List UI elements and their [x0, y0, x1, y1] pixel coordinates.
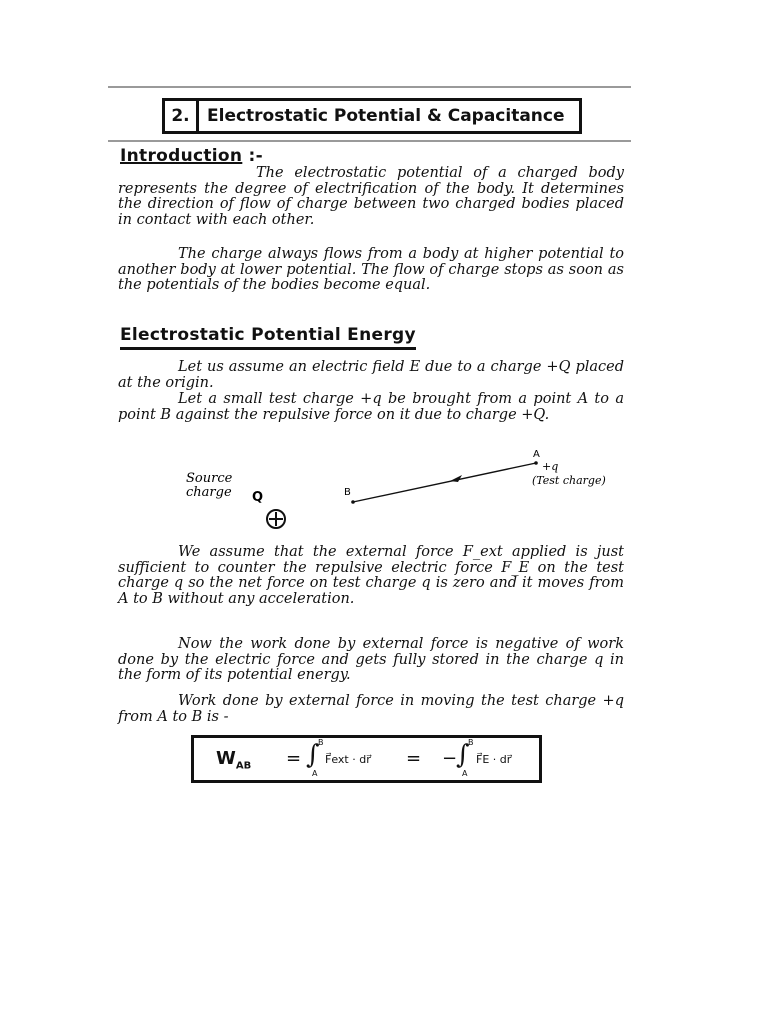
pe-paragraph-3	[118, 545, 624, 607]
introduction-paragraph-1	[118, 166, 624, 228]
source-label-2: charge	[186, 485, 232, 500]
chapter-title: Electrostatic Potential & Capacitance	[207, 106, 565, 126]
charge-diagram	[170, 444, 630, 540]
pe-p3-text: We assume that the external force F_ext applied is just sufficient to counter the repulsive electric force F_E on the test charge q so the net force on test charge q is zero and it moves from A to B without any acceleration.	[118, 544, 624, 607]
pe-p2-text: Let a small test charge +q be brought from a point A to a point B against the repulsive force on it due to charge +Q.	[118, 391, 624, 423]
pe-p5-text: Work done by external force in moving the test charge +q from A to B is -	[118, 693, 624, 725]
equation-lhs	[216, 748, 251, 772]
point-a-label: A	[533, 449, 540, 460]
source-label-1: Source	[186, 471, 233, 486]
point-b-label: B	[344, 487, 351, 498]
introduction-heading	[120, 146, 263, 166]
pe-p1-text: Let us assume an electric field E due to a charge +Q placed at the origin.	[118, 359, 624, 391]
chapter-title-box	[162, 98, 582, 134]
introduction-heading-suffix: :-	[248, 146, 263, 166]
potential-energy-heading: Electrostatic Potential Energy	[120, 325, 416, 350]
introduction-heading-text: Introduction	[120, 146, 243, 166]
path-line	[353, 463, 536, 502]
equation-lhs-subscript: AB	[235, 760, 252, 772]
chapter-number: 2.	[165, 101, 199, 131]
introduction-paragraph-2	[118, 247, 624, 294]
lower-limit-1: A	[312, 769, 318, 778]
test-charge-label: (Test charge)	[532, 474, 606, 487]
test-charge-symbol: +q	[542, 460, 559, 473]
integrand-1: F⃗ext · dr⃗	[325, 753, 371, 766]
introduction-p1-text: The electrostatic potential of a charged body represents the degree of electrification of the body. It determines the direction of flow of charge between two charged bodies placed in contact with each other.	[118, 165, 624, 228]
top-rule	[108, 86, 631, 88]
minus-sign: −	[442, 748, 458, 769]
pe-paragraph-1	[118, 360, 624, 391]
pe-p4-text: Now the work done by external force is negative of work done by the electric force and gets fully stored in the charge q in the form of its potential energy.	[118, 636, 624, 684]
work-done-equation	[191, 735, 542, 783]
equation-lhs-symbol: W	[216, 748, 236, 769]
integral-icon: ∫	[456, 740, 470, 770]
equals-sign-2: =	[406, 748, 422, 769]
equals-sign-1: =	[286, 748, 302, 769]
upper-limit-2: B	[468, 738, 474, 747]
integral-icon: ∫	[306, 740, 320, 770]
pe-paragraph-5	[118, 694, 624, 725]
introduction-p2-text: The charge always flows from a body at higher potential to another body at lower potential. The flow of charge stops as soon as the potentials of the bodies become equal.	[118, 246, 624, 294]
source-charge-symbol: Q	[252, 490, 264, 505]
pe-paragraph-2	[118, 392, 624, 423]
lower-limit-2: A	[462, 769, 468, 778]
pe-paragraph-4	[118, 637, 624, 684]
upper-limit-1: B	[318, 738, 324, 747]
integrand-2: F⃗E · dr⃗	[476, 753, 512, 766]
header-rule	[108, 140, 631, 142]
positive-charge-icon	[267, 510, 285, 528]
point-a-dot	[534, 461, 538, 465]
